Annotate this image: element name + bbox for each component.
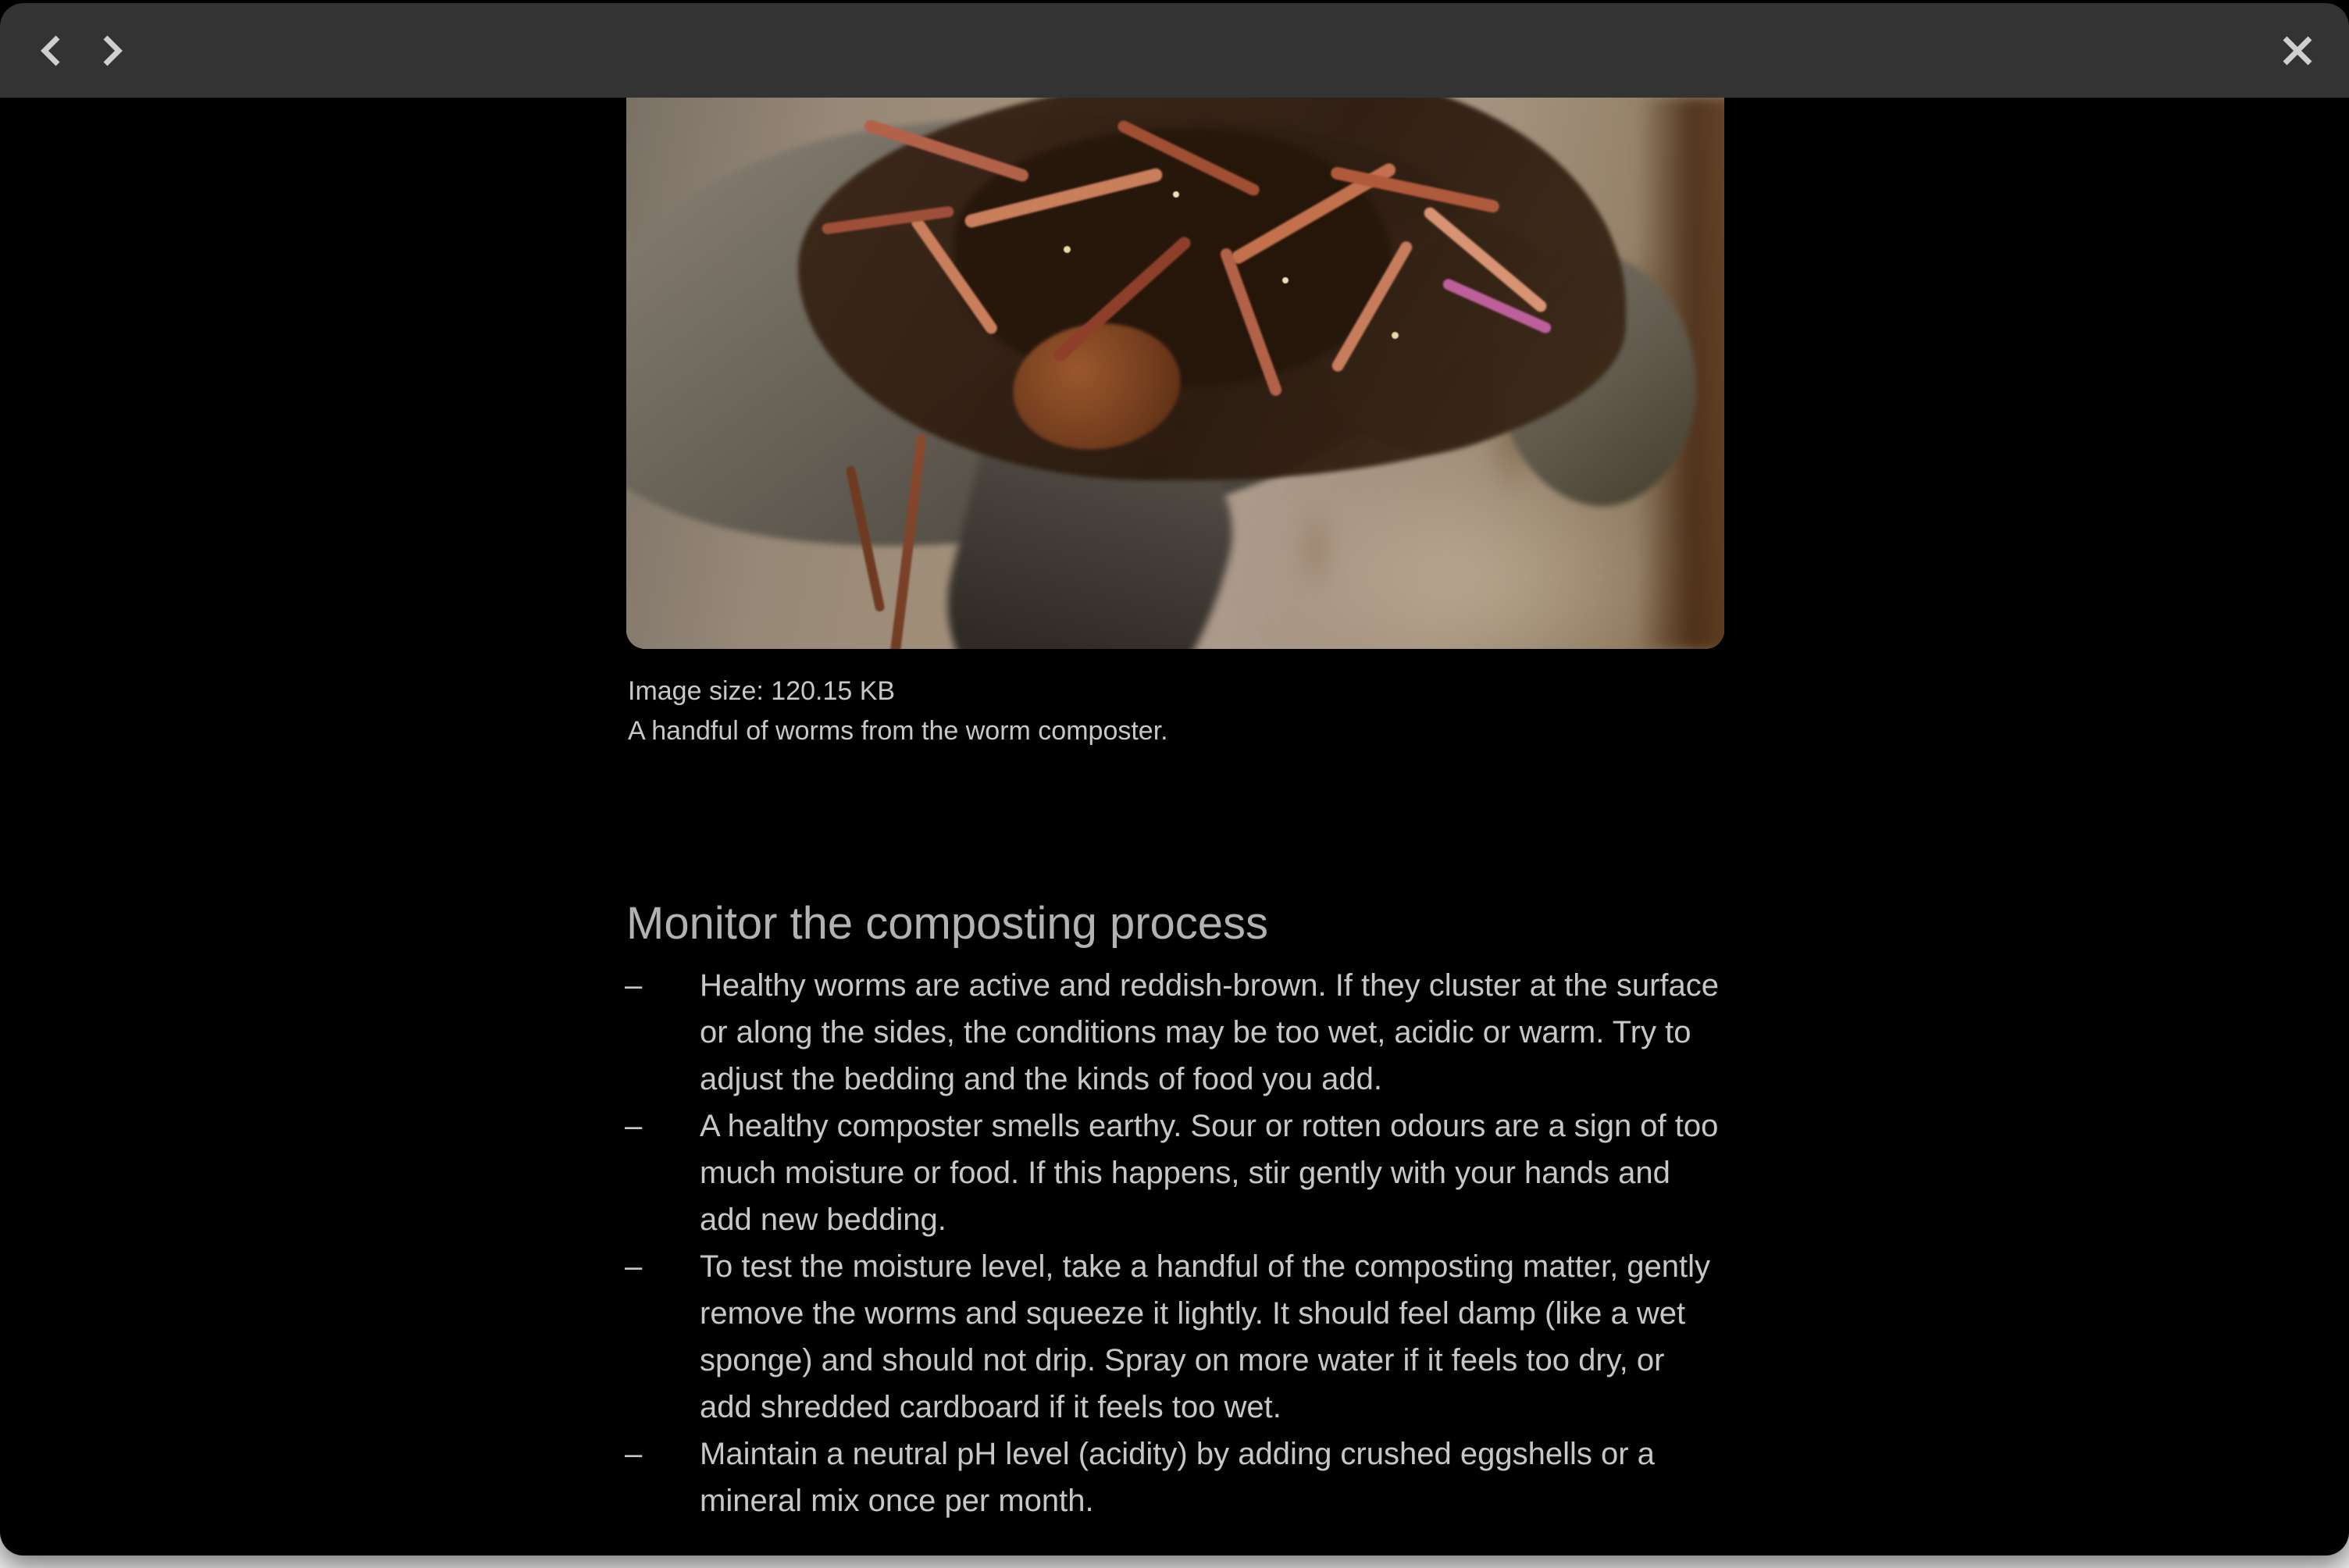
forward-button[interactable] (94, 33, 130, 69)
list-item (622, 962, 1724, 1103)
image-caption-block (628, 672, 1724, 751)
article-content (626, 3, 1724, 1556)
list-item (622, 1103, 1724, 1243)
close-button[interactable] (2279, 32, 2316, 69)
chevron-left-icon (41, 34, 61, 67)
list-marker: – (625, 1437, 643, 1471)
overlay-window (0, 3, 2349, 1556)
list-item-text: Healthy worms are active and reddish-brown. If they cluster at the surface or along the sides, the conditions may be too wet, acidic or warm. Try to adjust the bedding and the kinds of food you add. (700, 968, 1720, 1096)
list-marker: – (625, 1249, 643, 1284)
image-caption: A handful of worms from the worm composter. (628, 716, 1168, 746)
image-size-label: Image size: 120.15 KB (628, 676, 896, 706)
list-item (622, 1431, 1724, 1524)
bullet-list (622, 962, 1724, 1524)
list-item-text: A healthy composter smells earthy. Sour or rotten odours are a sign of too much moisture or food. If this happens, stir gently with your hands and add new bedding. (700, 1109, 1719, 1237)
close-icon (2281, 34, 2314, 67)
speck (1064, 246, 1071, 253)
speck (1392, 332, 1399, 339)
speck (1173, 191, 1179, 198)
list-marker: – (625, 1109, 643, 1143)
list-marker: – (625, 968, 643, 1003)
list-item (622, 1243, 1724, 1431)
section-heading: Monitor the composting process (626, 898, 1269, 949)
speck (1282, 277, 1289, 283)
list-item-text: To test the moisture level, take a handful of the composting matter, gently remove the worms and squeeze it lightly. It should feel damp (like a wet sponge) and should not drip. Spray on more water if it feels too dry, or add shredded cardboard if it feels too wet. (700, 1249, 1711, 1424)
chevron-right-icon (102, 34, 123, 67)
worms-photo (626, 98, 1724, 649)
back-button[interactable] (33, 33, 69, 69)
list-item-text: Maintain a neutral pH level (acidity) by adding crushed eggshells or a mineral mix once per month. (700, 1437, 1655, 1518)
